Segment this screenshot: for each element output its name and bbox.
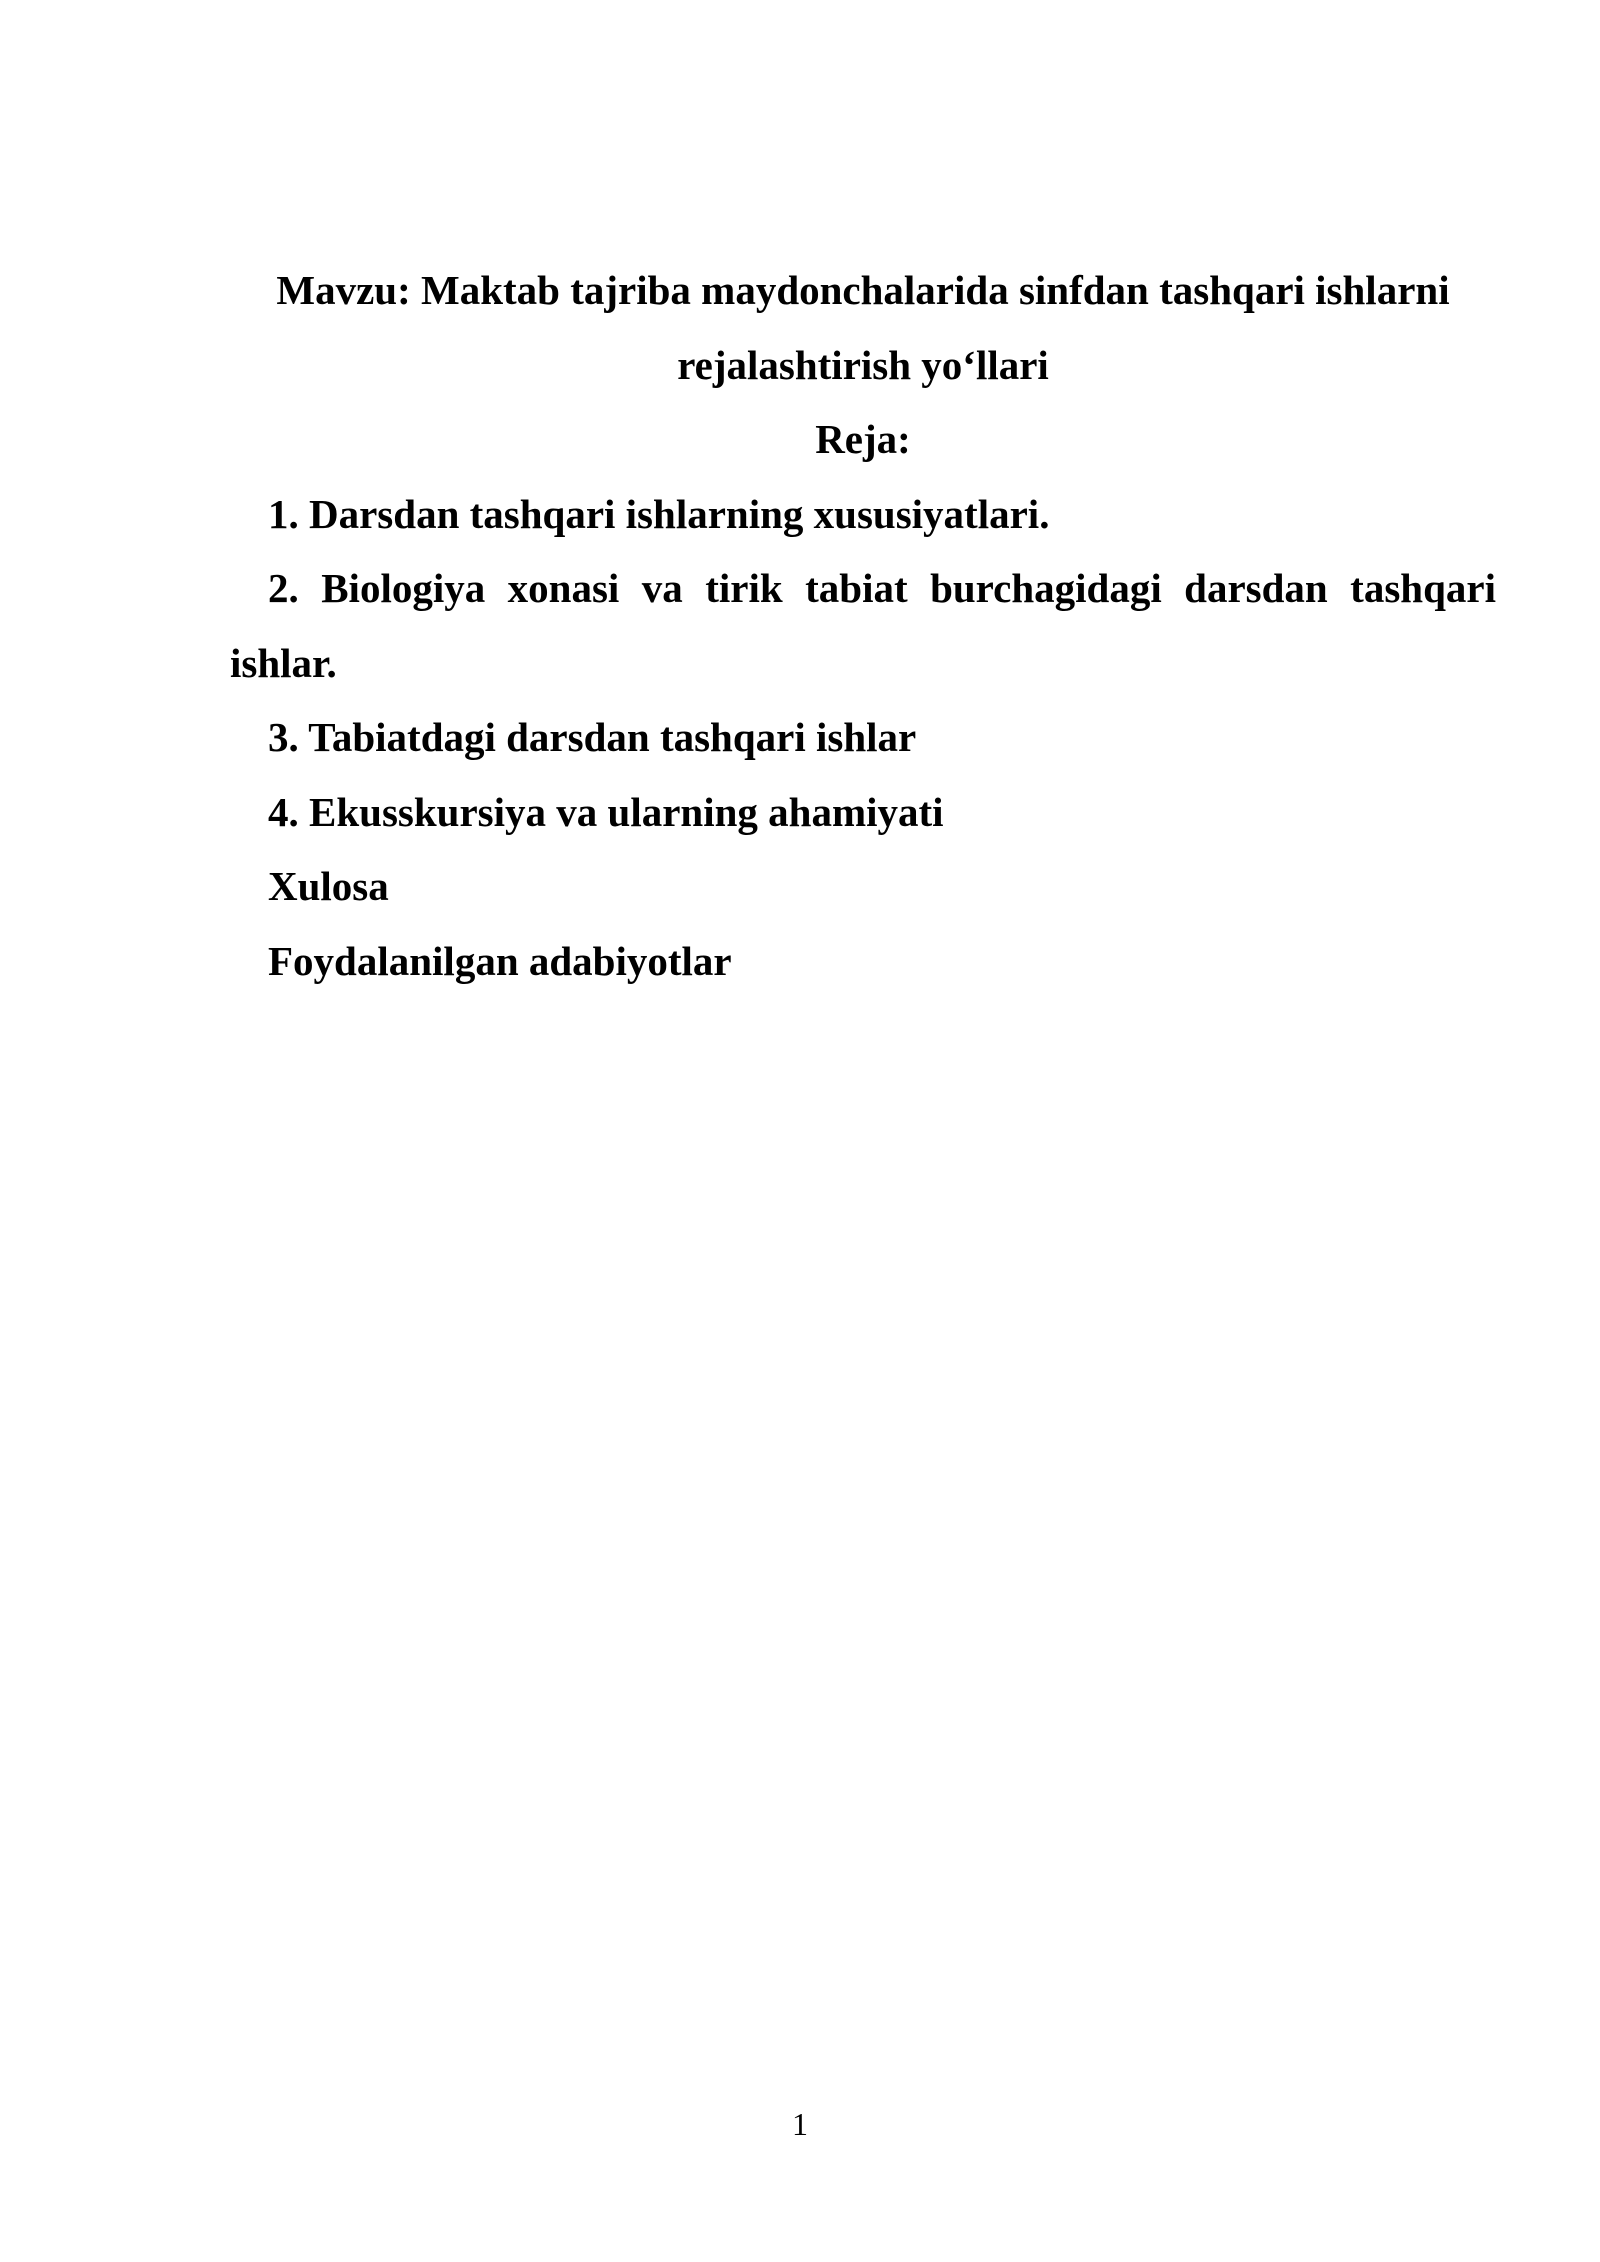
document-title-line-1: Mavzu: Maktab tajriba maydonchalarida sinfdan tashqari ishlarni <box>276 267 1450 313</box>
document-body <box>230 253 1496 998</box>
plan-item-1: 1. Darsdan tashqari ishlarning xususiyatlari. <box>268 490 1050 537</box>
plan-item-3: 3. Tabiatdagi darsdan tashqari ishlar <box>268 714 917 760</box>
plan-item-conclusion: Xulosa <box>268 863 389 909</box>
plan-heading: Reja: <box>815 416 911 462</box>
page-number: 1 <box>792 2106 808 2142</box>
plan-item-2-line-1: 2. Biologiya xonasi va tirik tabiat burchagidagi darsdan tashqari <box>268 565 1496 611</box>
plan-item-references: Foydalanilgan adabiyotlar <box>268 937 732 984</box>
plan-item-2-line-2: ishlar. <box>230 639 337 686</box>
plan-item-2 <box>230 551 1496 700</box>
plan-item-4: 4. Ekusskursiya va ularning ahamiyati <box>268 788 944 835</box>
document-title-line-2: rejalashtirish yo‘llari <box>677 341 1049 388</box>
